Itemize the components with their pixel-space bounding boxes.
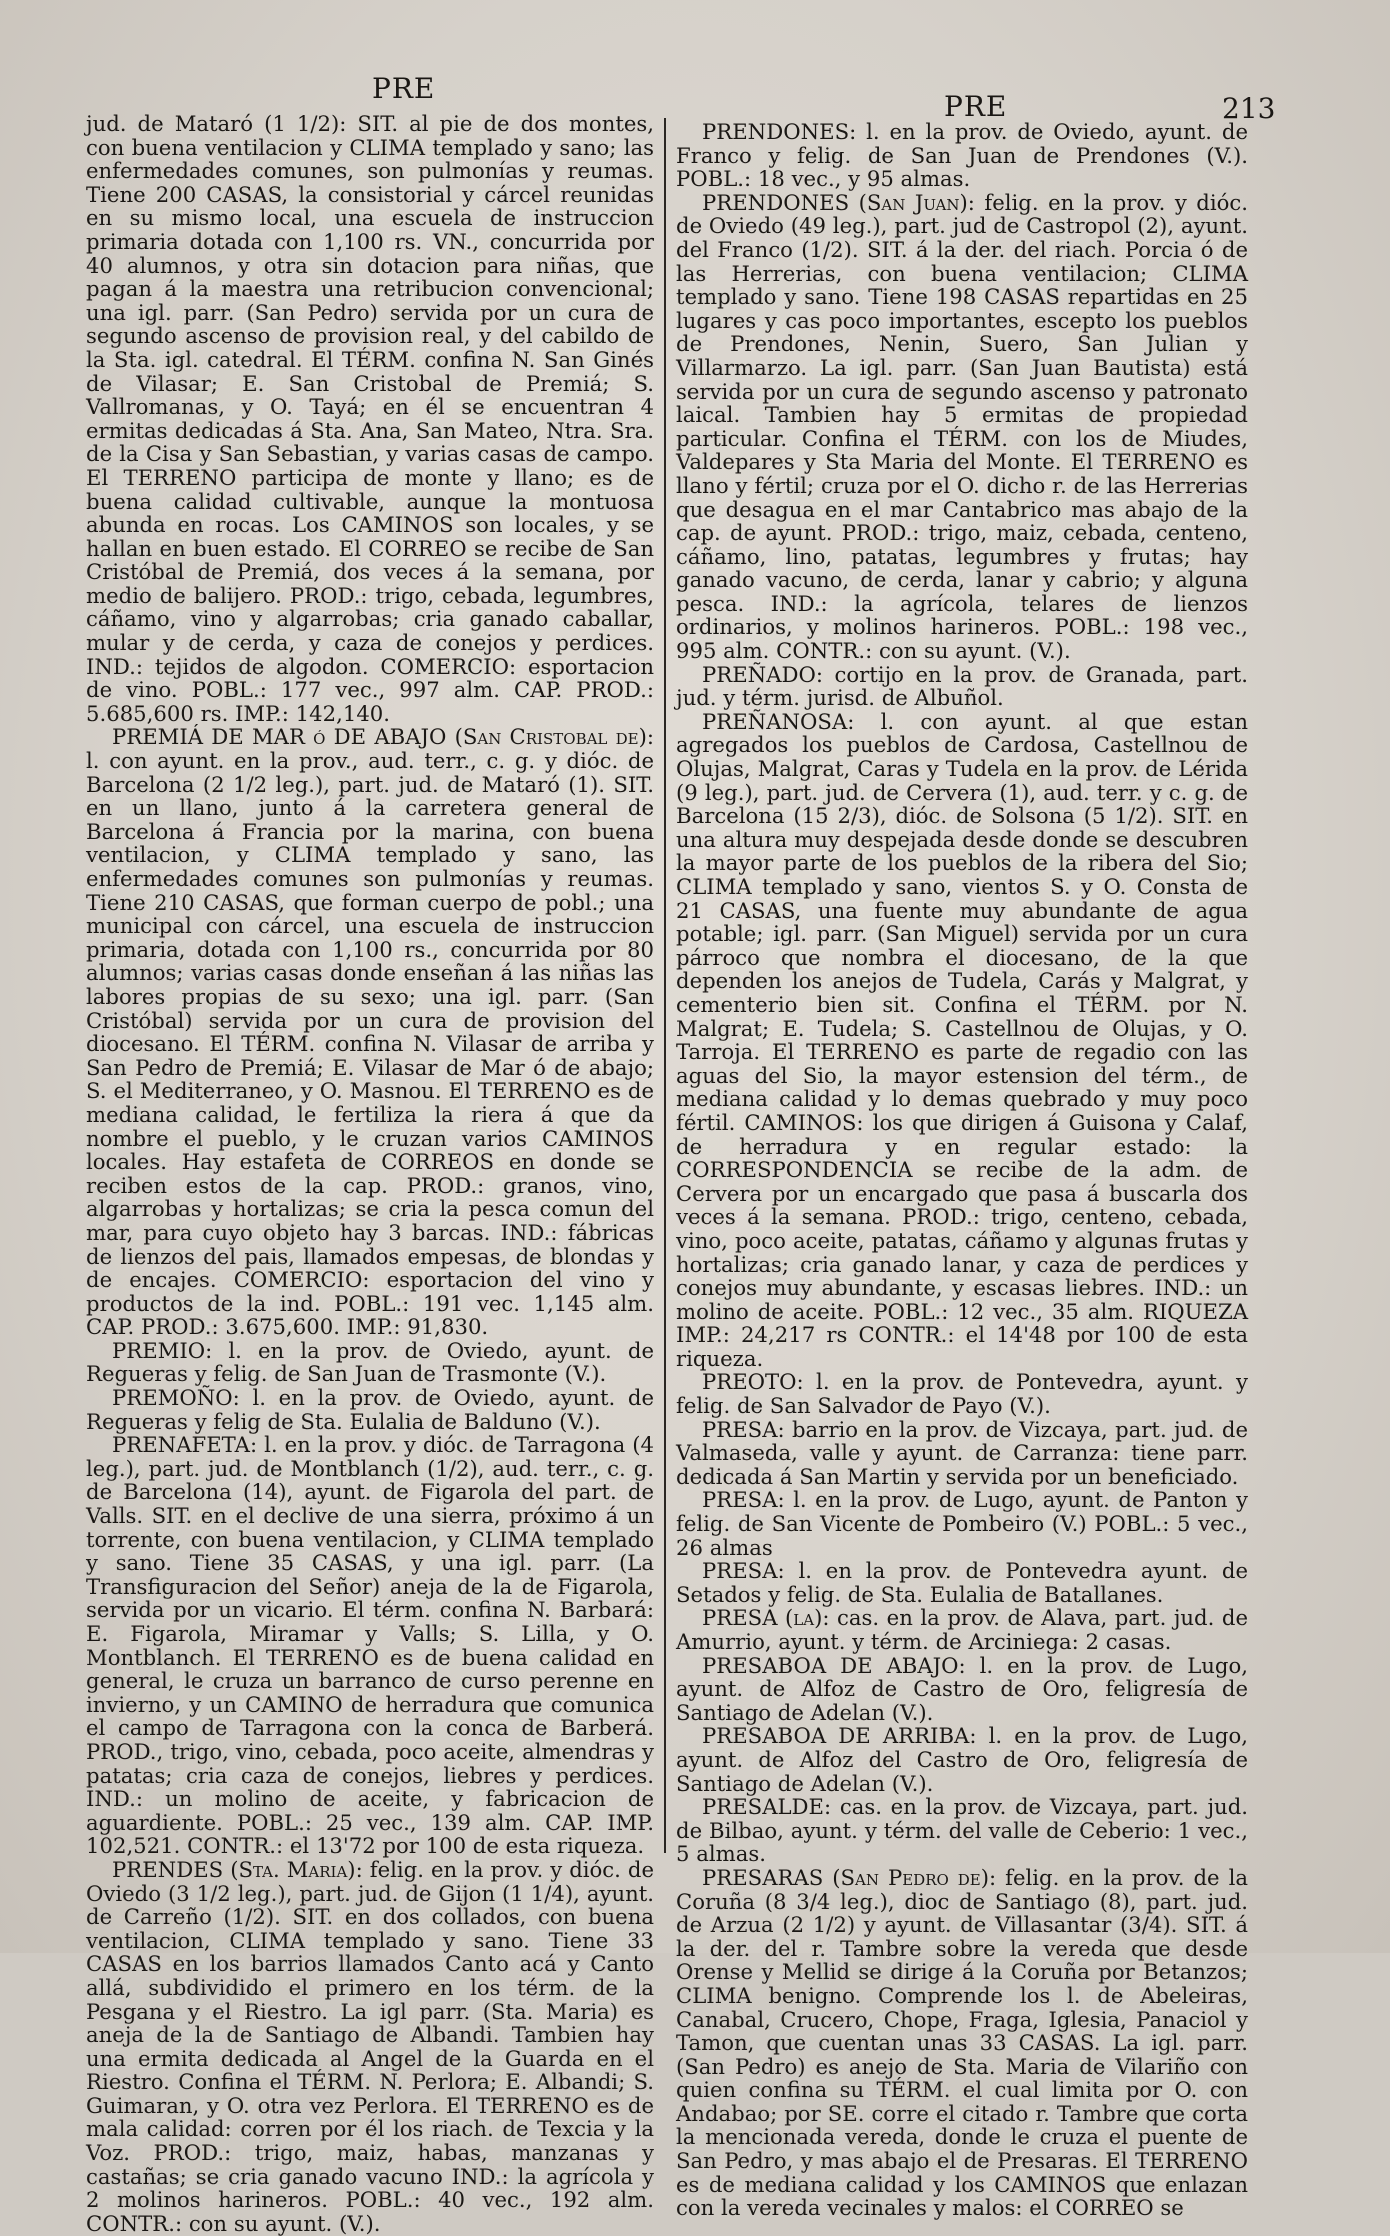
entry-headword: PRENAFETA: [112,1432,258,1458]
entry-mataro-cont [86,112,654,725]
entry-presaboa-de-arriba [676,1724,1248,1795]
entry-headword: PRESA: [702,1558,785,1584]
entry-text: l. con ayunt. en la prov., aud. terr., c. g. y dióc. de Barcelona (2 1/2 leg.), part. jud. de Mataró (1). SIT. en un llano, junto á la carretera general de Barcelona á Francia por la marina, con buena ventilacion, y CLIMA templado y sano, las enfermedades comunes son pulmonías y reumas. Tiene 210 CASAS, que forman cuerpo de pobl.; una municipal con cárcel, una escuela de instruccion primaria, dotada con 1,100 rs., concurrida por 80 alumnos; varias casas donde enseñan á las niñas las labores propias de su sexo; una igl. parr. (San Cristóbal) servida por un cura de provision del diocesano. El TÉRM. confina N. Vilasar de arriba y San Pedro de Premiá; E. Vilasar de Mar ó de abajo; S. el Mediterraneo, y O. Masnou. El TERRENO es de mediana calidad, le fertiliza la riera á que da nombre el pueblo, y le cruzan varios CAMINOS locales. Hay estafeta de CORREOS en donde se reciben estos de la cap. PROD.: granos, vino, algarrobas y hortalizas; se cria la pesca comun del mar, para cuyo objeto hay 3 barcas. IND.: fábricas de lienzos del pais, llamados empesas, de blondas y de encajes. COMERCIO: esportacion del vino y productos de la ind. POBL.: 191 vec. 1,145 alm. CAP. PROD.: 3.675,600. IMP.: 91,830. [86,748,654,1340]
entry-premono [86,1386,654,1433]
left-running-head: PRE [372,72,436,105]
entry-presalde [676,1795,1248,1866]
entry-text: felig. en la prov. y dióc. de Oviedo (49 leg.), part. jud de Castropol (2), ayunt. del Franco (1/2). SIT. á la der. del riach. Porcia ó de las Herrerias, con buena ventilacion; CLIMA templado y sano. Tiene 198 CASAS repartidas en 25 lugares y cas poco importantes, escepto los pueblos de Prendones, Nenin, Suero, San Julian y Villarmarzo. La igl. parr. (San Juan Bautista) está servida por un cura de segundo ascenso y patronato laical. Tambien hay 5 ermitas de propiedad particular. Confina el TÉRM. con los de Miudes, Valdepares y Sta Maria del Monte. El TERRENO es llano y fértil; cruza por el O. dicho r. de las Herrerias que desagua en el mar Cantabrico mas abajo de la cap. de ayunt. PROD.: trigo, maiz, cebada, centeno, cáñamo, lino, patatas, legumbres y frutas; hay ganado vacuno, de cerda, lanar y cabrio; y alguna pesca. IND.: la agrícola, telares de lienzos ordinarios, y molinos harineros. POBL.: 198 vec., 995 alm. CONTR.: con su ayunt. (V.). [676,189,1248,664]
entry-headword: PRESA: [702,1416,785,1442]
entry-premio [86,1339,654,1386]
entry-prendones-san-juan [676,191,1248,663]
entry-presa-lugo [676,1488,1248,1559]
right-running-head: PRE [944,90,1008,123]
entry-preoto [676,1370,1248,1417]
entry-presaras [676,1866,1248,2220]
entry-text: cortijo en la prov. de Granada, part. jud. y térm. jurisd. de Albuñol. [676,661,1248,711]
entry-headword: PRESA (la): [702,1605,830,1631]
entry-text: l. en la prov. y dióc. de Tarragona (4 leg.), part. jud. de Montblanch (1/2), aud. terr., c. g. de Barcelona (14), ayunt. de Figarola del part. de Valls. SIT. en el declive de una sierra, próximo á un torrente, con buena ventilacion, y CLIMA templado y sano. Tiene 35 CASAS, y una igl. parr. (La Transfiguracion del Señor) aneja de la de Figarola, servida por un vicario. El térm. confina N. Barbará: E. Figarola, Miramar y Valls; S. Lilla, y O. Montblanch. El TERRENO es de buena calidad en general, le cruza un barranco de curso perenne en invierno, y un CAMINO de herradura que comunica el campo de Tarragona con la conca de Barberá. PROD., trigo, vino, cebada, poco aceite, almendras y patatas; cria caza de conejos, liebres y perdices. IND.: un molino de aceite, y fabricacion de aguardiente. POBL.: 25 vec., 139 alm. CAP. IMP. 102,521. CONTR.: el 13'72 por 100 de esta riqueza. [86,1432,654,1859]
entry-presa-pontevedra [676,1559,1248,1606]
entry-presa-la [676,1606,1248,1653]
entry-headword: PRESABOA DE ARRIBA: [702,1723,977,1749]
entry-headword: PRESARAS (San Pedro de): [702,1864,997,1890]
entry-premia-de-mar [86,725,654,1338]
entry-text: l. en la prov. de Pontevedra ayunt. de Setados y felig. de Sta. Eulalia de Batallanes. [676,1558,1248,1607]
entry-headword: PREOTO: [702,1369,804,1395]
entry-text: felig. en la prov. de la Coruña (8 3/4 leg.), dioc de Santiago (8), part. jud. de Arzua (2 1/2) y ayunt. de Villasantar (3/4). SIT. á la der. del r. Tambre sobre la vereda que desde Orense y Mellid se dirige á la Coruña por Betanzos; CLIMA benigno. Comprende los l. de Abeleiras, Canabal, Crucero, Chope, Fraga, Iglesia, Panaciol y Tamon, que cuentan unas 33 CASAS. La igl. parr. (San Pedro) es anejo de Sta. Maria de Vilariño con quien confina su TÉRM. el cual limita por O. con Andabao; por SE. corre el citado r. Tambre que corta la mencionada vereda, donde le cruza el puente de San Pedro, y mas abajo el de Presaras. El TERRENO es de mediana calidad y los CAMINOS que enlazan con la vereda vecinales y malos: el CORREO se [676,1864,1248,2221]
entry-text: jud. de Mataró (1 1/2): SIT. al pie de dos montes, con buena ventilacion y CLIMA templado y sano; las enfermedades comunes, son pulmonías y reumas. Tiene 200 CASAS, la consistorial y cárcel reunidas en su mismo local, una escuela de instruccion primaria dotada con 1,100 rs. VN., concurrida por 40 alumnos, y otra sin dotacion para niñas, que pagan á la maestra una retribucion convencional; una igl. parr. (San Pedro) servida por un cura de segundo ascenso de provision real, y del cabildo de la Sta. igl. catedral. El TÉRM. confina N. San Ginés de Vilasar; E. San Cristobal de Premiá; S. Vallromanas, y O. Tayá; en él se encuentran 4 ermitas dedicadas á Sta. Ana, San Mateo, Ntra. Sra. de la Cisa y San Sebastian, y varias casas de campo. El TERRENO participa de monte y llano; es de buena calidad cultivable, aunque la montuosa abunda en rocas. Los CAMINOS son locales, y se hallan en buen estado. El CORREO se recibe de San Cristóbal de Premiá, dos veces á la semana, por medio de balijero. PROD.: trigo, cebada, legumbres, cáñamo, vino y algarrobas; cria ganado caballar, mular y de cerda, y caza de conejos y perdices. IND.: tejidos de algodon. COMERCIO: esportacion de vino. POBL.: 177 vec., 997 alm. CAP. PROD.: 5.685,600 rs. IMP.: 142,140. [86,111,654,726]
entry-headword: PREMOÑO: [112,1385,240,1411]
entry-text: l. en la prov. de Lugo, ayunt. de Panton y felig. de San Vicente de Pombeiro (V.) POBL.: 5 vec., 26 almas [676,1487,1248,1560]
entry-presa-vizcaya [676,1418,1248,1489]
entry-headword: PREÑANOSA: [702,708,855,734]
entry-headword: PRENDES (Sta. Maria): [112,1856,363,1882]
entry-text: l. en la prov. de Lugo, ayunt. de Alfoz de Castro de Oro, feligresía de Santiago de Adelan (V.). [676,1652,1248,1725]
entry-prenafeta [86,1433,654,1858]
entry-prenanosa [676,710,1248,1371]
entry-text: l. en la prov. de Pontevedra, ayunt. y felig. de San Salvador de Payo (V.). [676,1369,1248,1419]
entry-headword: PRENDONES: [702,119,857,144]
page-header [0,72,1390,125]
entry-prendes [86,1858,654,2236]
entry-headword: PRESA: [702,1487,785,1513]
entry-text: l. en la prov. de Lugo, ayunt. de Alfoz del Castro de Oro, feligresía de Santiago de Adelan (V.). [676,1723,1248,1796]
entry-prendones [676,120,1248,191]
entry-text: l. en la prov. de Oviedo, ayunt. de Franco y felig. de San Juan de Prendones (V.). POBL.: 18 vec., y 95 almas. [676,119,1248,192]
entry-prenado [676,663,1248,710]
entry-presaboa-de-abajo [676,1654,1248,1725]
entry-text: cas. en la prov. de Alava, part. jud. de Amurrio, ayunt. y térm. de Arciniega: 2 casas. [676,1605,1248,1654]
right-column [676,119,1248,2221]
column-rule [664,118,666,1853]
entry-headword: PREMIÁ DE MAR ó DE ABAJO (San Cristobal de): [112,724,654,750]
entry-headword: PREÑADO: [702,661,824,687]
entry-text: l. en la prov. de Oviedo, ayunt. de Regueras y felig. de San Juan de Trasmonte (V.). [86,1337,654,1387]
entry-text: l. en la prov. de Oviedo, ayunt. de Regueras y felig de Sta. Eulalia de Balduno (V.). [86,1385,654,1434]
left-column [86,111,654,2236]
entry-headword: PRENDONES (San Juan): [702,189,975,215]
entry-text: felig. en la prov. y dióc. de Oviedo (3 1/2 leg.), part. jud. de Gijon (1 1/4), ayunt. de Carreño (1/2). SIT. en dos collados, con buena ventilacion, CLIMA templado y sano. Tiene 33 CASAS en los barrios llamados Canto acá y Canto allá, subdividido el primero en los térm. de la Pesgana y el Riestro. La igl parr. (Sta. Maria) es aneja de la de Santiago de Albandi. Tambien hay una ermita dedicada al Angel de la Guarda en el Riestro. Confina el TÉRM. N. Perlora; E. Albandi; S. Guimaran, y O. otra vez Perlora. El TERRENO es de mala calidad: corren por él los riach. de Texcia y la Voz. PROD.: trigo, maiz, habas, manzanas y castañas; se cria ganado vacuno IND.: la agrícola y 2 molinos harineros. POBL.: 40 vec., 192 alm. CONTR.: con su ayunt. (V.). [86,1856,654,2236]
entry-text: barrio en la prov. de Vizcaya, part. jud. de Valmaseda, valle y ayunt. de Carranza: tiene parr. dedicada á San Martin y servida por un beneficiado. [676,1416,1248,1489]
entry-text: l. con ayunt. al que estan agregados los pueblos de Cardosa, Castellnou de Olujas, Malgrat, Caras y Tudela en la prov. de Lérida (9 leg.), part. jud. de Cervera (1), aud. terr. y c. g. de Barcelona (15 2/3), dióc. de Solsona (5 1/2). SIT. en una altura muy despejada desde donde se descubren la mayor parte de los pueblos de la ribera del Sio; CLIMA templado y sano, vientos S. y O. Consta de 21 CASAS, una fuente muy abundante de agua potable; igl. parr. (San Miguel) servida por un cura párroco que nombra el diocesano, de la que dependen los anejos de Tudela, Carás y Malgrat, y cementerio bien sit. Confina el TÉRM. por N. Malgrat; E. Tudela; S. Castellnou de Olujas, y O. Tarroja. El TERRENO es parte de regadio con las aguas del Sio, la mayor estension del térm., de mediana calidad y lo demas quebrado y muy poco fértil. CAMINOS: los que dirigen á Guisona y Calaf, de herradura y en regular estado: la CORRESPONDENCIA se recibe de la adm. de Cervera por un encargado que pasa á buscarla dos veces á la semana. PROD.: trigo, centeno, cebada, vino, poco aceite, patatas, cáñamo y algunas frutas y hortalizas; cria ganado lanar, y caza de perdices y conejos muy abundante, y escasas liebres. IND.: un molino de aceite. POBL.: 12 vec., 35 alm. RIQUEZA IMP.: 24,217 rs CONTR.: el 14'48 por 100 de esta riqueza. [676,708,1248,1371]
entry-headword: PRESABOA DE ABAJO: [702,1652,966,1678]
entry-headword: PREMIO: [112,1337,213,1363]
entry-text: cas. en la prov. de Vizcaya, part. jud. de Bilbao, ayunt. y térm. del valle de Ceberio: 1 vec., 5 almas. [676,1794,1248,1867]
entry-headword: PRESALDE: [702,1794,832,1820]
page-number: 213 [1222,92,1276,125]
